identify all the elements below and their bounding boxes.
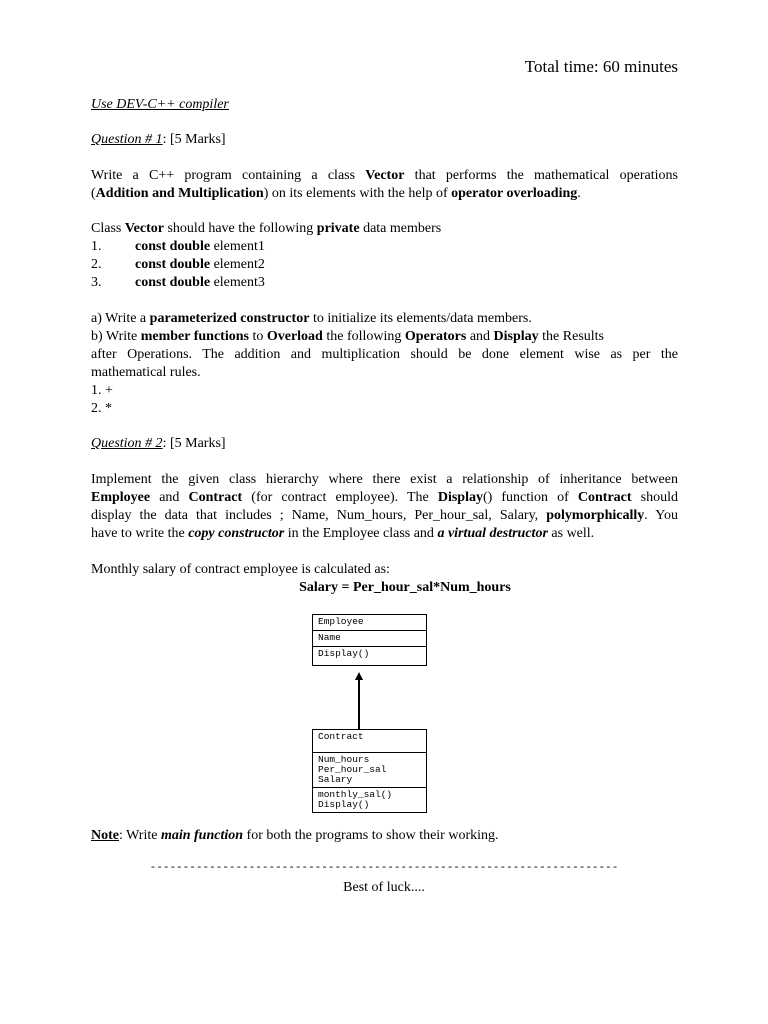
best-of-luck: Best of luck.... — [343, 880, 425, 895]
q1-part-a — [91, 310, 678, 327]
text: to initialize its elements/data members. — [309, 311, 532, 326]
text: have to write the — [91, 526, 189, 541]
text: the following — [322, 329, 405, 344]
footer-divider: ----------------------------------------------------------------------- — [149, 862, 619, 874]
q1-part-b-line3: mathematical rules. — [91, 365, 201, 380]
inheritance-arrow — [350, 672, 370, 732]
employee-attributes: Name — [313, 631, 426, 647]
text: should — [631, 490, 678, 505]
text: Class — [91, 221, 125, 236]
employee-class-name: Employee — [313, 615, 426, 631]
q1-marks: : [5 Marks] — [162, 132, 226, 147]
member-number: 1. — [91, 239, 102, 254]
text: () function of — [482, 490, 578, 505]
text-bold: Vector — [124, 221, 164, 236]
text-bold: Display — [437, 490, 483, 505]
q1-member-1 — [91, 238, 678, 255]
text: ) on its elements with the help of — [263, 186, 452, 201]
text-bold: Employee — [91, 490, 151, 505]
contract-class-box — [312, 729, 427, 813]
text-bold: Overload — [266, 329, 323, 344]
attribute: Num_hours — [318, 754, 370, 765]
member-type: const double — [135, 275, 211, 290]
q2-line3 — [91, 507, 678, 524]
employee-class-box — [312, 614, 427, 666]
attribute: Salary — [318, 774, 353, 785]
q1-intro-line1 — [91, 167, 678, 184]
q2-marks: : [5 Marks] — [162, 436, 226, 451]
total-time: Total time: 60 minutes — [524, 57, 678, 76]
text: as well. — [547, 526, 595, 541]
member-type: const double — [135, 257, 211, 272]
text: that performs the mathematical operations — [404, 168, 679, 183]
q2-line1: Implement the given class hierarchy where there exist a relationship of inheritance between — [91, 472, 678, 487]
q2-line2 — [91, 489, 678, 506]
text-bold: Contract — [577, 490, 632, 505]
text: for both the programs to show their working. — [243, 828, 499, 843]
text: b) Write — [91, 329, 141, 344]
attribute: Per_hour_sal — [318, 764, 387, 775]
method: Display() — [318, 799, 370, 810]
q2-line4 — [91, 525, 678, 542]
text-bold: member functions — [140, 329, 249, 344]
note-label: Note — [91, 828, 119, 843]
text: . — [577, 186, 581, 201]
q1-member-2 — [91, 256, 678, 273]
text: : Write — [119, 828, 161, 843]
q1-intro-line2 — [91, 185, 678, 202]
contract-methods — [313, 788, 426, 812]
text-bold: private — [316, 221, 360, 236]
q1-part-b-line2: after Operations. The addition and multiplication should be done element wise as per the — [91, 347, 678, 362]
text: to — [248, 329, 267, 344]
q2-heading — [91, 435, 678, 452]
q1-title: Question # 1 — [91, 132, 163, 147]
salary-intro: Monthly salary of contract employee is calculated as: — [91, 562, 390, 577]
contract-attributes — [313, 753, 426, 788]
contract-class-name: Contract — [313, 730, 426, 753]
member-name: element1 — [210, 239, 265, 254]
member-name: element3 — [210, 275, 265, 290]
text: and — [150, 490, 189, 505]
text-bold: Operators — [404, 329, 467, 344]
text-bold-italic: a virtual destructor — [437, 526, 548, 541]
note-line — [91, 827, 678, 844]
q2-title: Question # 2 — [91, 436, 163, 451]
compiler-note: Use DEV-C++ compiler — [91, 97, 229, 112]
text-bold: Display — [493, 329, 539, 344]
member-name: element2 — [210, 257, 265, 272]
text-bold: Vector — [365, 168, 405, 183]
text: in the Employee class and — [284, 526, 438, 541]
text: the Results — [538, 329, 605, 344]
text-bold-italic: main function — [160, 828, 244, 843]
text-bold: parameterized constructor — [149, 311, 310, 326]
q1-operator-2: 2. * — [91, 401, 112, 416]
text: should have the following — [163, 221, 317, 236]
text: (for contract employee). The — [242, 490, 438, 505]
text-bold: Contract — [188, 490, 243, 505]
q1-member-3 — [91, 274, 678, 291]
q1-operator-1: 1. + — [91, 383, 113, 398]
q1-members-intro — [91, 220, 678, 237]
text-bold: Addition and Multiplication — [95, 186, 264, 201]
text: data members — [359, 221, 442, 236]
text: display the data that includes ; Name, Num_hours, Per_hour_sal, Salary, — [91, 508, 547, 523]
text: a) Write a — [91, 311, 150, 326]
member-number: 2. — [91, 257, 102, 272]
q1-part-b-line1 — [91, 328, 678, 345]
member-type: const double — [135, 239, 211, 254]
q1-heading — [91, 131, 678, 148]
text: ( — [91, 186, 96, 201]
text: . You — [644, 508, 678, 523]
text-bold: polymorphically — [546, 508, 645, 523]
text-bold-italic: copy constructor — [188, 526, 285, 541]
salary-formula: Salary = Per_hour_sal*Num_hours — [299, 580, 511, 595]
member-number: 3. — [91, 275, 102, 290]
text: Write a C++ program containing a class — [91, 168, 366, 183]
text-bold: operator overloading — [451, 186, 578, 201]
employee-methods: Display() — [318, 648, 370, 659]
method: monthly_sal() — [318, 789, 393, 800]
text: and — [466, 329, 494, 344]
